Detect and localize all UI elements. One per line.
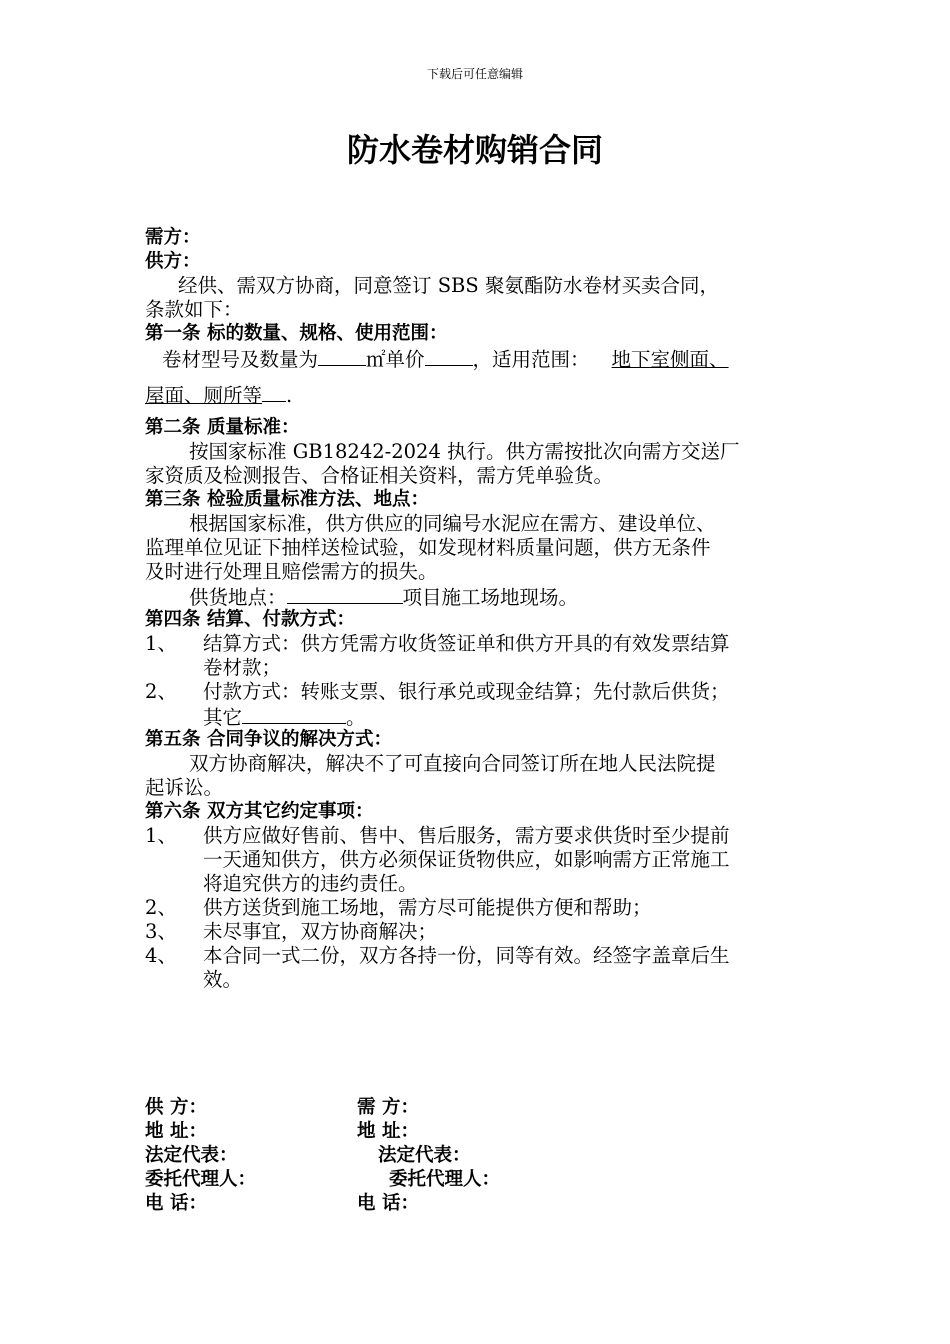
article3-line-2: 监理单位见证下抽样送检试验，如发现材料质量问题，供方无条件 bbox=[145, 536, 711, 559]
article3-location bbox=[145, 584, 807, 608]
header-note: 下载后可任意编辑 bbox=[426, 67, 523, 81]
article1-unit: ㎡单价 bbox=[366, 348, 425, 371]
signature-row-representative bbox=[145, 1144, 745, 1168]
item-line: 效。 bbox=[203, 968, 243, 991]
signature-block bbox=[145, 1096, 745, 1216]
article6-heading: 第六条 双方其它约定事项： bbox=[145, 801, 374, 822]
supply-party-label: 供方： bbox=[145, 251, 201, 272]
price-blank bbox=[425, 346, 473, 366]
other-blank bbox=[242, 704, 346, 724]
item-line: 结算方式：供方凭需方收货签证单和供方开具的有效发票结算 bbox=[203, 632, 730, 655]
item-text bbox=[203, 632, 807, 680]
item-line: 付款方式：转账支票、银行承兑或现金结算；先付款后供货； bbox=[203, 680, 730, 703]
intro-line-2: 条款如下： bbox=[145, 298, 243, 321]
item-line: 卷材款； bbox=[203, 656, 282, 679]
demand-sign-label: 需 方： bbox=[357, 1097, 419, 1118]
demand-phone-label: 电 话： bbox=[357, 1193, 419, 1214]
article1-scope-value-2: 屋面、厕所等 bbox=[145, 384, 263, 407]
article6-item-1 bbox=[145, 824, 807, 896]
article6-item-2 bbox=[145, 896, 807, 920]
article3-heading: 第三条 检验质量标准方法、地点： bbox=[145, 489, 429, 510]
article5-line-2: 起诉讼。 bbox=[145, 776, 224, 799]
article1-end: . bbox=[286, 384, 293, 407]
location-label: 供货地点： bbox=[189, 586, 287, 609]
supply-agent-label: 委托代理人： bbox=[145, 1169, 257, 1190]
demand-party-label: 需方： bbox=[145, 227, 201, 248]
item-line: 未尽事宜，双方协商解决； bbox=[203, 920, 438, 943]
location-suffix: 项目施工场地现场。 bbox=[402, 586, 579, 609]
article1-heading: 第一条 标的数量、规格、使用范围： bbox=[145, 323, 448, 344]
item-text bbox=[203, 920, 807, 944]
item-line: 一天通知供方，供方必须保证货物供应，如影响需方正常施工 bbox=[203, 848, 730, 871]
item-number: 2、 bbox=[145, 896, 177, 919]
article3-line-1: 根据国家标准，供方供应的同编号水泥应在需方、建设单位、 bbox=[189, 512, 716, 535]
demand-address-label: 地 址： bbox=[357, 1121, 419, 1142]
article5-line-1: 双方协商解决，解决不了可直接向合同签订所在地人民法院提 bbox=[189, 752, 716, 775]
article5-heading: 第五条 合同争议的解决方式： bbox=[145, 729, 392, 750]
item-text bbox=[203, 896, 807, 920]
article2-line-1: 按国家标准 GB18242-2024 执行。供方需按批次向需方交送厂 bbox=[189, 440, 740, 463]
supply-address-label: 地 址： bbox=[145, 1121, 207, 1142]
article2-line-2: 家资质及检测报告、合格证相关资料，需方凭单验货。 bbox=[145, 464, 614, 487]
article3-line-3: 及时进行处理且赔偿需方的损失。 bbox=[145, 560, 438, 583]
other-end: 。 bbox=[346, 706, 366, 729]
item-number: 4、 bbox=[145, 944, 177, 967]
contract-body bbox=[145, 226, 807, 992]
demand-agent-label: 委托代理人： bbox=[389, 1169, 501, 1190]
item-number: 2、 bbox=[145, 680, 177, 703]
scope-blank bbox=[262, 382, 286, 402]
signature-row-agent bbox=[145, 1168, 745, 1192]
article6-item-4 bbox=[145, 944, 807, 992]
signature-row-address bbox=[145, 1120, 745, 1144]
quantity-blank bbox=[318, 346, 366, 366]
article6-item-3 bbox=[145, 920, 807, 944]
item-text bbox=[203, 944, 807, 992]
article4-item-2 bbox=[145, 680, 807, 728]
demand-rep-label: 法定代表： bbox=[378, 1145, 471, 1166]
intro-line-1: 经供、需双方协商，同意签订 SBS 聚氨酯防水卷材买卖合同， bbox=[178, 274, 719, 297]
item-line: 供方送货到施工场地，需方尽可能提供方便和帮助； bbox=[203, 896, 652, 919]
item-text bbox=[203, 680, 807, 728]
other-label: 其它 bbox=[203, 706, 243, 729]
article2-heading: 第二条 质量标准： bbox=[145, 417, 300, 438]
location-blank bbox=[287, 584, 403, 604]
item-line: 将追究供方的违约责任。 bbox=[203, 872, 418, 895]
article1-scope-value-1: 地下室侧面、 bbox=[611, 348, 729, 371]
item-number: 1、 bbox=[145, 632, 177, 655]
signature-row-party bbox=[145, 1096, 745, 1120]
article1-scope-label: ，适用范围： bbox=[472, 348, 590, 371]
item-number: 3、 bbox=[145, 920, 177, 943]
supply-phone-label: 电 话： bbox=[145, 1193, 207, 1214]
article1-prefix: 卷材型号及数量为 bbox=[162, 348, 319, 371]
article4-heading: 第四条 结算、付款方式： bbox=[145, 609, 355, 630]
article1-line-2 bbox=[145, 382, 807, 416]
item-line bbox=[203, 704, 807, 728]
article1-line-1 bbox=[145, 346, 807, 382]
item-text bbox=[203, 824, 807, 896]
supply-sign-label: 供 方： bbox=[145, 1097, 207, 1118]
signature-row-phone bbox=[145, 1192, 745, 1216]
item-line: 本合同一式二份，双方各持一份，同等有效。经签字盖章后生 bbox=[203, 944, 730, 967]
document-title: 防水卷材购销合同 bbox=[346, 131, 603, 169]
item-number: 1、 bbox=[145, 824, 177, 847]
supply-rep-label: 法定代表： bbox=[145, 1145, 238, 1166]
item-line: 供方应做好售前、售中、售后服务，需方要求供货时至少提前 bbox=[203, 824, 730, 847]
article4-item-1 bbox=[145, 632, 807, 680]
